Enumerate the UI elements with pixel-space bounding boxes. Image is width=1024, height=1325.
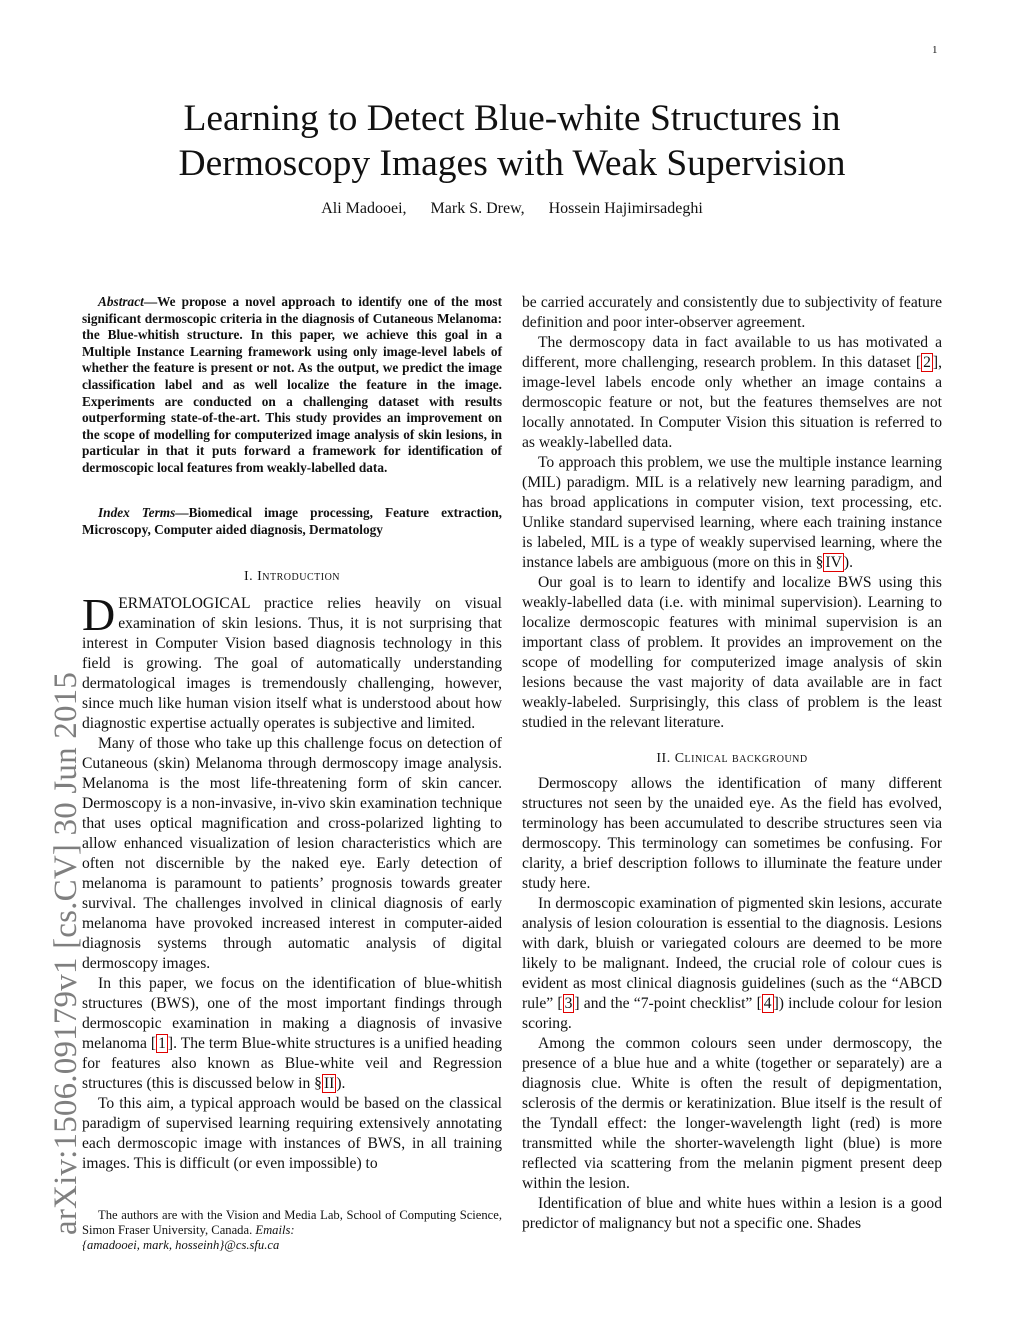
abstract-text: —We propose a novel approach to identify one of the most significant dermoscopic criteria in the diagnosis of Cutaneous Melanoma: the Blue-whitish structure. In this paper, we achieve this goal in a Multiple Instance Learning framework using only image-level labels of whether the feature is present or not. As the output, we predict the image classification label and as well localize the feature in the image. Experiments are conducted on a challenging dataset with results outperforming state-of-the-art. This study provides an improvement on the scope of modelling for computerized image analysis of skin lesions, in particular in that it puts forward a framework for identification of dermoscopic local features from weakly-labelled data. bbox=[82, 294, 502, 475]
index-terms-text: —Biomedical image processing, Feature extraction, Microscopy, Computer aided diagnosis, Dermatology bbox=[82, 505, 502, 537]
section-heading: I. Introduction bbox=[243, 569, 341, 584]
paragraph: Among the common colours seen under dermoscopy, the presence of a blue hue and a white (together or separately) are a diagnosis clue. White is often the result of depigmentation, sclerosis of the dermis or keratinization. Blue itself is the result of the Tyndall effect: the longer-wavelength light (red) is more transmitted while the shorter-wavelength light (blue) is more reflected via scattering from the melanin pigment present deep within the lesion. bbox=[522, 1035, 942, 1192]
paper-title bbox=[100, 96, 924, 186]
emails: {amadooei, mark, hosseinh}@cs.sfu.ca bbox=[82, 1238, 280, 1252]
citation-link[interactable]: 1 bbox=[158, 1035, 166, 1052]
drop-cap: D bbox=[82, 589, 116, 640]
author: Ali Madooei, bbox=[321, 200, 407, 217]
author: Mark S. Drew, bbox=[430, 200, 525, 217]
citation-link[interactable]: 2 bbox=[923, 354, 931, 371]
paragraph: In this paper, we focus on the identification of blue-whitish structures (BWS), one of the most important findings through dermoscopic examination in making a diagnosis of invasive melanoma [ 1 ]. The term Blue-white structures is a unified heading for features also known as Blue-white veil and Regression structures (this is discussed below in § II ). bbox=[82, 975, 503, 1092]
abstract-label: Abstract bbox=[98, 294, 144, 309]
paragraph: Identification of blue and white hues within a lesion is a good predictor of malignancy but not a specific one. Shades bbox=[522, 1195, 942, 1232]
paragraph: To this aim, a typical approach would be based on the classical paradigm of supervised learning requiring extensively annotating each dermoscopic image with instances of BWS, in all training images. This is difficult (or even impossible) to bbox=[82, 1095, 502, 1172]
abstract bbox=[82, 294, 502, 477]
paragraph: Many of those who take up this challenge focus on detection of Cutaneous (skin) Melanoma through dermoscopy image analysis. Melanoma is the most life-threatening form of skin cancer. Dermoscopy is a non-invasive, in-vivo skin examination technique that uses optical magnification and cross-polarized lighting to allow enhanced visualization of lesion characteristics which are often not discernible by the naked eye. Early detection of melanoma is paramount to patients’ prognosis towards greater survival. The challenges involved in clinical diagnosis of early melanoma have provoked increased interest in computer-aided diagnosis systems through automatic analysis of digital dermoscopy images. bbox=[82, 735, 502, 972]
section-title: Clinical background bbox=[674, 751, 808, 766]
footnote bbox=[82, 1208, 502, 1253]
index-terms bbox=[82, 505, 502, 538]
paragraph: To approach this problem, we use the multiple instance learning (MIL) paradigm. MIL is a relatively new learning paradigm, and has broad applications in computer vision, text processing, etc. Unlike standard supervised learning, where each training instance is labeled, MIL is a type of weakly supervised learning, where the instance labels are ambiguous (more on this in § IV ). bbox=[522, 454, 942, 571]
left-column bbox=[82, 567, 502, 1174]
arxiv-identifier: arXiv:1506.09179v1 [cs.CV] 30 Jun 2015 bbox=[48, 671, 84, 1235]
author: Hossein Hajimirsadeghi bbox=[548, 200, 703, 217]
footnote-text: The authors are with the Vision and Media Lab, School of Computing Science, Simon Fraser University, Canada. bbox=[82, 1208, 502, 1237]
paragraph: DERMATOLOGICAL practice relies heavily on visual examination of skin lesions. Thus, it is not surprising that interest in Computer Vision based diagnosis technology in this field is growing. The goal of automatically understanding dermatological images is tremendously challenging, however, since much like human vision itself what is understood about how diagnostic expertise actually operates is subjective and limited. bbox=[82, 589, 502, 732]
author-list bbox=[100, 200, 924, 218]
paragraph: Dermoscopy allows the identification of many different structures not seen by the unaided eye. As the field has evolved, terminology has been accumulated to describe structures seen via dermoscopy. This terminology can sometimes be confusing. For clarity, a brief description follows to illuminate the feature under study here. bbox=[522, 775, 942, 892]
section-link[interactable]: IV bbox=[825, 554, 842, 571]
section-heading: II. Clinical background bbox=[656, 751, 808, 766]
paragraph: In dermoscopic examination of pigmented skin lesions, accurate analysis of lesion colouration is essential to the diagnosis. Lesions with dark, bluish or variegated colours are deemed to be more likely to be malignant. Indeed, the crucial role of colour cues is evident as most clinical diagnosis guidelines (such as the “ABCD rule” [ 3 ] and the “7-point checklist” [ 4 ]) include colour for lesion scoring. bbox=[522, 895, 942, 1032]
title-line-2: Dermoscopy Images with Weak Supervision bbox=[178, 143, 846, 184]
section-link[interactable]: II bbox=[323, 1075, 335, 1092]
right-column bbox=[522, 293, 942, 1234]
index-terms-label: Index Terms bbox=[98, 505, 176, 520]
paragraph: Our goal is to learn to identify and localize BWS using this weakly-labelled data (i.e. with minimal supervision). Learning to localize dermoscopic features with minimal supervision is an important class of problem. It provides an improvement on the scope of modelling for computerized image analysis of skin lesions because the vast majority of data available are in fact weakly-labeled. Surprisingly, this class of problem is the least studied in the relevant literature. bbox=[522, 574, 942, 731]
emails-label: Emails: bbox=[255, 1223, 295, 1237]
page-number: 1 bbox=[932, 44, 938, 56]
citation-link[interactable]: 4 bbox=[763, 995, 772, 1012]
paragraph: The dermoscopy data in fact available to us has motivated a different, more challenging, research problem. In this dataset [ 2 ], image-level labels encode only whether an image contains a dermoscopic feature or not, but the features themselves are not locally annotated. In Computer Vision this situation is referred to as weakly-labelled data. bbox=[522, 334, 942, 451]
citation-link[interactable]: 3 bbox=[564, 995, 573, 1012]
paragraph: be carried accurately and consistently due to subjectivity of feature definition and poor inter-observer agreement. bbox=[522, 294, 942, 331]
section-title: Introduction bbox=[257, 569, 341, 584]
title-line-1: Learning to Detect Blue-white Structures in bbox=[183, 98, 841, 139]
